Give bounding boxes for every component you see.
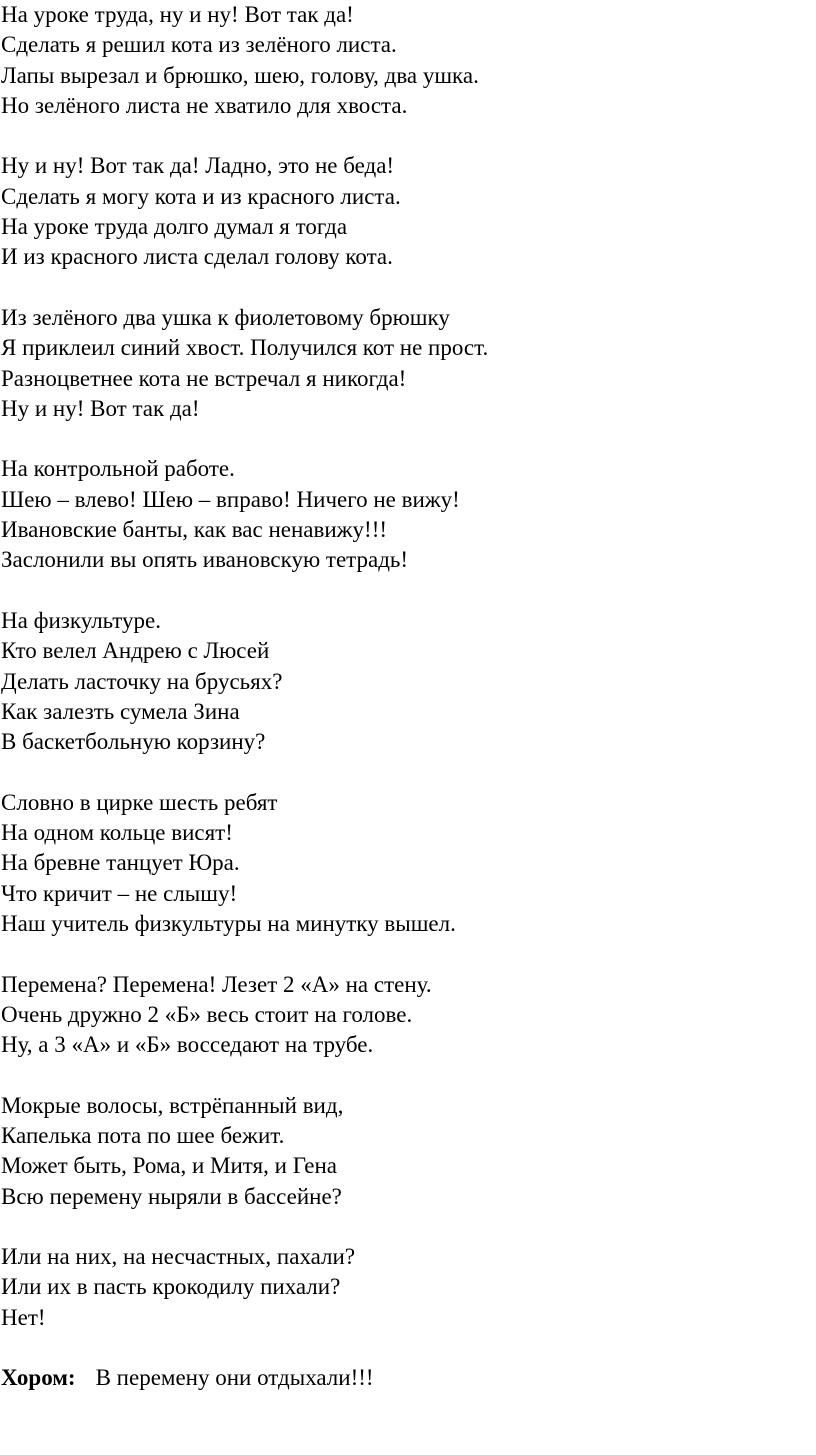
stanza-2 xyxy=(1,151,811,272)
poem-line: Ну, а 3 «А» и «Б» восседают на трубе. xyxy=(1,1032,374,1058)
poem-line: Но зелёного листа не хватило для хвоста. xyxy=(1,92,408,118)
poem-line: Ивановские банты, как вас ненавижу!!! xyxy=(1,517,388,543)
poem-line: В баскетбольную корзину? xyxy=(1,729,266,755)
poem-line: Перемена? Перемена! Лезет 2 «А» на стену. xyxy=(1,971,432,997)
poem-line: Как залезть сумела Зина xyxy=(1,698,240,724)
poem-line: На бревне танцует Юра. xyxy=(1,850,240,876)
poem-line: Очень дружно 2 «Б» весь стоит на голове. xyxy=(1,1001,413,1027)
stanza-7 xyxy=(1,970,811,1061)
poem-line: Сделать я могу кота и из красного листа. xyxy=(1,183,401,209)
poem-line: Заслонили вы опять ивановскую тетрадь! xyxy=(1,547,409,573)
poem-line: Ну и ну! Вот так да! Ладно, это не беда! xyxy=(1,153,395,179)
poem-document xyxy=(1,0,811,1424)
poem-line: Может быть, Рома, и Митя, и Гена xyxy=(1,1153,337,1179)
stanza-5 xyxy=(1,606,811,757)
poem-line: Или их в пасть крокодилу пихали? xyxy=(1,1274,341,1300)
poem-line: Нет! xyxy=(1,1304,46,1330)
chorus-label: Хором: xyxy=(1,1365,76,1391)
poem-line: На уроке труда долго думал я тогда xyxy=(1,214,348,240)
section-heading: На физкультуре. xyxy=(1,607,162,633)
poem-line: Разноцветнее кота не встречал я никогда! xyxy=(1,365,407,391)
stanza-3 xyxy=(1,303,811,424)
poem-line: Мокрые волосы, встрёпанный вид, xyxy=(1,1092,344,1118)
poem-line: Или на них, на несчастных, пахали? xyxy=(1,1244,356,1270)
chorus-text: В перемену они отдыхали!!! xyxy=(95,1365,374,1391)
poem-line: Ну и ну! Вот так да! xyxy=(1,395,200,421)
poem-line: Лапы вырезал и брюшко, шею, голову, два ушка. xyxy=(1,62,479,88)
stanza-6 xyxy=(1,788,811,939)
stanza-1 xyxy=(1,0,811,121)
poem-line: На уроке труда, ну и ну! Вот так да! xyxy=(1,2,354,27)
poem-line: Сделать я решил кота из зелёного листа. xyxy=(1,32,397,58)
poem-line: Что кричит – не слышу! xyxy=(1,880,238,906)
stanza-9 xyxy=(1,1242,811,1333)
poem-line: Делать ласточку на брусьях? xyxy=(1,668,283,694)
poem-line: Капелька пота по шее бежит. xyxy=(1,1122,285,1148)
poem-line: Словно в цирке шесть ребят xyxy=(1,789,278,815)
section-heading: На контрольной работе. xyxy=(1,456,235,482)
poem-line: Из зелёного два ушка к фиолетовому брюшку xyxy=(1,304,450,330)
chorus-line xyxy=(1,1363,811,1393)
chorus xyxy=(1,1363,811,1393)
poem-line: Всю перемену ныряли в бассейне? xyxy=(1,1183,342,1209)
poem-line: И из красного листа сделал голову кота. xyxy=(1,244,393,270)
stanza-4 xyxy=(1,454,811,575)
stanza-8 xyxy=(1,1091,811,1212)
poem-line: На одном кольце висят! xyxy=(1,820,233,846)
poem-line: Я приклеил синий хвост. Получился кот не прост. xyxy=(1,335,489,361)
poem-line: Наш учитель физкультуры на минутку вышел. xyxy=(1,910,456,936)
poem-line: Кто велел Андрею с Люсей xyxy=(1,638,270,664)
poem-line: Шею – влево! Шею – вправо! Ничего не вижу! xyxy=(1,486,460,512)
